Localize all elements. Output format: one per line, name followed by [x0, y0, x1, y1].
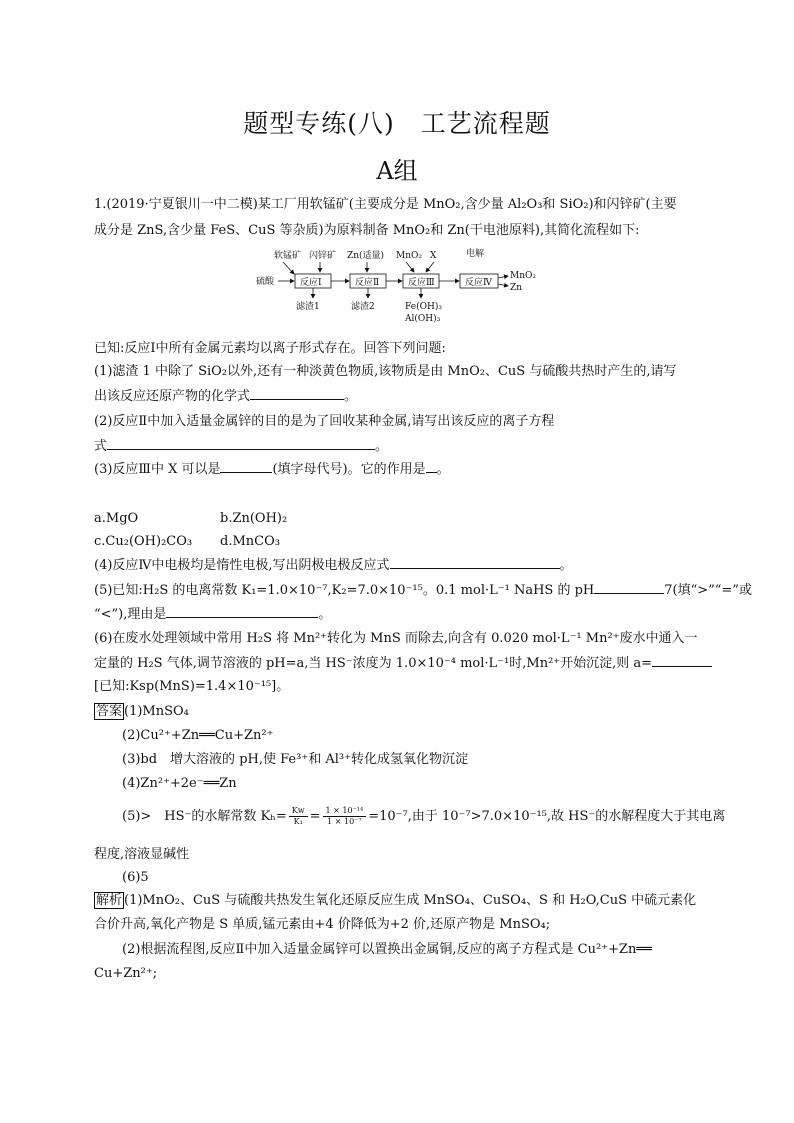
flow-output-zn: Zn	[510, 283, 523, 293]
fraction-values: $\frac{\text{1 × 10⁻¹⁴}}{\text{1 × 10⁻⁷}}$	[323, 806, 367, 827]
answer-line-5b: 程度,溶液显碱性	[94, 847, 190, 862]
precipitate-feoh3: Fe(OH)₃	[405, 302, 442, 312]
option-c: c.Cu₂(OH)₂CO₃	[94, 534, 193, 549]
option-b: b.Zn(OH)₂	[220, 511, 288, 526]
subquestion-4: (4)反应Ⅳ中电极均是惰性电极,写出阴极电极反应式 。	[94, 555, 573, 576]
reactor-1-label: 反应Ⅰ	[300, 278, 322, 288]
residue-1: 滤渣1	[296, 302, 320, 312]
subquestion-6-line-3: [已知:Ksp(MnS)=1.4×10⁻¹⁵]。	[94, 679, 290, 694]
precipitate-aloh3: Al(OH)₃	[405, 314, 441, 324]
flow-input-zinc: Zn(适量)	[347, 251, 385, 261]
fraction-kw-k1: $\frac{Kw}{\text{K₁}}$	[289, 806, 308, 827]
subquestion-1-line-1: (1)滤渣 1 中除了 SiO₂以外,还有一种淡黄色物质,该物质是由 MnO₂、CuS 与硫酸共热时产生的,请写	[94, 364, 677, 379]
flow-output-mno2: MnO₂	[510, 271, 536, 281]
analysis-line-4: Cu+Zn²⁺;	[94, 966, 158, 981]
subquestion-1-line-2: 出该反应还原产物的化学式 。	[94, 386, 357, 407]
question-stem-line-1: 1.(2019·宁夏银川一中二模)某工厂用软锰矿(主要成分是 MnO₂,含少量 Al₂O₃和 SiO₂)和闪锌矿(主要	[94, 197, 677, 212]
reactor-2-label: 反应Ⅱ	[355, 278, 380, 288]
analysis-line-2: 合价升高,氧化产物是 S 单质,锰元素由+4 价降低为+2 价,还原产物是 MnSO₄;	[94, 917, 551, 932]
subquestion-2-line-2: 式 。	[94, 436, 388, 457]
reactor-3-label: 反应Ⅲ	[408, 278, 435, 288]
residue-2: 滤渣2	[351, 302, 375, 312]
subquestion-6-line-2: 定量的 H₂S 气体,调节溶液的 pH=a,当 HS⁻浓度为 1.0×10⁻⁴ mol·L⁻¹时,Mn²⁺开始沉淀,则 a=	[94, 653, 712, 674]
answer-line-6: (6)5	[122, 870, 149, 885]
question-stem-line-2: 成分是 ZnS,含少量 FeS、CuS 等杂质)为原料制备 MnO₂和 Zn(干电池原料),其简化流程如下:	[94, 223, 640, 238]
answer-line-5: (5)> HS⁻的水解常数 Kₕ= $\frac{Kw}{\text{K₁}}$ = $\frac{\text{1 × 10⁻¹⁴}}{\text{1 × 10⁻⁷}}$ =10⁻⁷,由于 10⁻⁷>7.0×10⁻¹⁵,故 HS⁻的水解程度大于其电离	[122, 806, 726, 826]
analysis-line-3: (2)根据流程图,反应Ⅱ中加入适量金属锌可以置换出金属铜,反应的离子方程式是 Cu²⁺+Zn══	[122, 942, 652, 957]
flow-input-pyrolusite: 软锰矿	[274, 251, 302, 261]
flow-input-sphalerite: 闪锌矿	[309, 251, 337, 261]
answer-label: 答案	[96, 704, 123, 719]
answer-blank-2[interactable]	[107, 436, 375, 450]
answer-line-2: (2)Cu²⁺+Zn══Cu+Zn²⁺	[122, 728, 274, 743]
reactor-4-label: 反应Ⅳ	[465, 278, 492, 288]
answer-line-4: (4)Zn²⁺+2e⁻══Zn	[122, 776, 237, 791]
answer-blank-4[interactable]	[390, 555, 560, 569]
section-heading: A组	[376, 157, 418, 185]
answer-line-3: (3)bd 增大溶液的 pH,使 Fe³⁺和 Al³⁺转化成氢氧化物沉淀	[122, 752, 468, 767]
flow-start-acid: 硫酸	[256, 277, 275, 287]
answer-blank-3a[interactable]	[220, 459, 272, 473]
answer-line-1: 答案 (1)MnSO₄	[96, 704, 189, 719]
flow-input-x: X	[430, 251, 437, 261]
subquestion-3: (3)反应Ⅲ中 X 可以是 (填字母代号)。它的作用是 。	[94, 459, 450, 480]
flow-input-mno2: MnO₂	[396, 251, 422, 261]
subquestion-5-line-1: (5)已知:H₂S 的电离常数 K₁=1.0×10⁻⁷,K₂=7.0×10⁻¹⁵。0.1 mol·L⁻¹ NaHS 的 pH 7(填“>”“=”或	[94, 580, 752, 601]
answer-blank-3b[interactable]	[426, 459, 437, 473]
answer-blank-1[interactable]	[250, 386, 344, 400]
answer-blank-6[interactable]	[652, 653, 712, 667]
analysis-label: 解析	[96, 893, 123, 908]
subquestion-5-line-2: “<”),理由是 。	[94, 604, 331, 625]
option-d: d.MnCO₃	[220, 534, 280, 549]
subquestion-6-line-1: (6)在废水处理领域中常用 H₂S 将 Mn²⁺转化为 MnS 而除去,向含有 0.020 mol·L⁻¹ Mn²⁺废水中通入一	[94, 631, 698, 646]
analysis-line-1: 解析 (1)MnO₂、CuS 与硫酸共热发生氧化还原反应生成 MnSO₄、CuSO₄、S 和 H₂O,CuS 中硫元素化	[96, 893, 697, 908]
answer-blank-5b[interactable]	[166, 604, 318, 618]
flow-input-electrolysis: 电解	[466, 249, 485, 259]
page-title: 题型专练(八) 工艺流程题	[243, 109, 551, 138]
subquestion-2-line-1: (2)反应Ⅱ中加入适量金属锌的目的是为了回收某种金属,请写出该反应的离子方程	[94, 414, 555, 429]
known-condition: 已知:反应Ⅰ中所有金属元素均以离子形式存在。回答下列问题:	[94, 341, 446, 356]
answer-blank-5a[interactable]	[594, 580, 664, 594]
process-flow-diagram	[250, 248, 550, 328]
option-a: a.MgO	[94, 511, 139, 526]
